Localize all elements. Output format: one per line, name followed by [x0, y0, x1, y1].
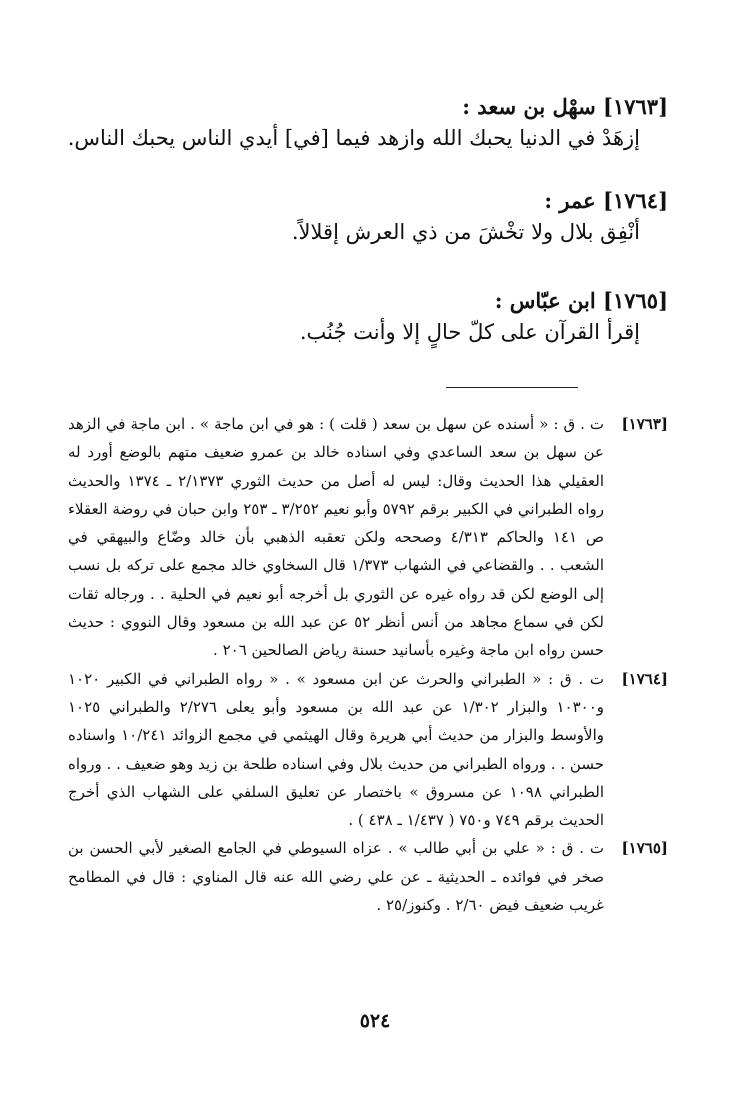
entry-text: أنْفِق بلال ولا تخْشَ من ذي العرش إقلالاً. — [291, 220, 640, 244]
footnote-text: ت . ق : « أسنده عن سهل بن سعد ( قلت ) : هو في ابن ماجة » . ابن ماجة في الزهد عن سهل بن سعد الساعدي وفي اسناده خالد بن عمرو ضعيف متهم بالوضع أورد له العقيلي هذا الحديث وقال: ليس له أصل من حديث الثوري ٢/١٣٧٣ ـ ١٣٧٤ والحديث رواه الطبراني في الكبير برقم ٥٧٩٢ وأبو نعيم ٣/٢٥٢ ـ ٢٥٣ وابن حبان في روضة العقلاء ص ١٤١ والحاكم ٤/٣١٣ وصححه ولكن تعقبه الذهبي بأن خالد وضّاع والبيهقي في الشعب . . والقضاعي في الشهاب ١/٣٧٣ قال السخاوي خالد مجمع على تركه بل نسب إلى الوضع لكن قد رواه غيره عن الثوري بل أخرجه أبو نعيم في الحلية . . ورجاله ثقات لكن في سماع مجاهد من أنس أنظر ٥٢ عن عبد الله بن مسعود وقال النووي : حديث حسن رواه ابن ماجة وغيره بأسانيد حسنة رياض الصالحين ٢٠٦ . — [68, 415, 604, 660]
entry-heading — [68, 92, 668, 122]
entry-name: سهْل بن سعد : — [462, 94, 596, 119]
entry-heading — [68, 286, 668, 316]
footnote-text: ت . ق : « الطبراني والحرث عن ابن مسعود » . « رواه الطبراني في الكبير ١٠٢٠ و١٠٣٠٠ والبزار ١/٣٠٢ عن عبد الله بن مسعود وأبو يعلى ٢/٢٧٦ والطبراني ١٠٢٥ والأوسط والبزار من حديث أبي هريرة وقال الهيثمي في مجمع الزوائد ١٠/٢٤١ واسناده حسن . . ورواه الطبراني من حديث بلال وفي اسناده طلحة بن زيد وهو ضعيف . . ورواه الطبراني ١٠٩٨ عن مسروق » باختصار عن تعليق السلفي على الشهاب الذي أخرج الحديث برقم ٧٤٩ و٧٥٠ ( ١/٤٣٧ ـ ٤٣٨ ) . — [68, 669, 605, 830]
footnote-number: [١٧٦٣] — [621, 415, 668, 433]
footnote-1765 — [68, 834, 668, 919]
footnote-number: [١٧٦٥] — [621, 839, 668, 858]
footnote-1763 — [68, 410, 668, 665]
entry-number: [١٧٦٥] — [603, 288, 668, 313]
footnotes — [68, 410, 668, 919]
entry-1764 — [68, 186, 668, 248]
entry-number: [١٧٦٣] — [603, 94, 668, 119]
entry-1765 — [68, 286, 668, 348]
entry-name: عمر : — [544, 188, 596, 213]
entry-1763 — [68, 92, 668, 154]
entry-number: [١٧٦٤] — [603, 188, 668, 213]
entry-name: ابن عبّاس : — [494, 288, 596, 313]
footnote-text: ت . ق : « علي بن أبي طالب » . عزاه السيوطي في الجامع الصغير لأبي الحسن بن صخر في فوائده ـ الحديثية ـ عن علي رضي الله عنه قال المناوي : قال في المطامح غريب ضعيف فيض ٢/٦٠ . وكنوز/٢٥ . — [68, 839, 604, 915]
entry-text: إقرأ القرآن على كلّ حالٍ إلا وأنت جُنُب. — [299, 320, 640, 344]
footnote-divider — [446, 387, 578, 388]
entry-heading — [68, 186, 668, 216]
footnote-1764 — [68, 665, 668, 835]
entry-text: إزهَدْ في الدنيا يحبك الله وازهد فيما [في] أيدي الناس يحبك الناس. — [67, 126, 640, 150]
footnote-number: [١٧٦٤] — [621, 669, 668, 688]
page-number: ٥٢٤ — [359, 1010, 391, 1032]
